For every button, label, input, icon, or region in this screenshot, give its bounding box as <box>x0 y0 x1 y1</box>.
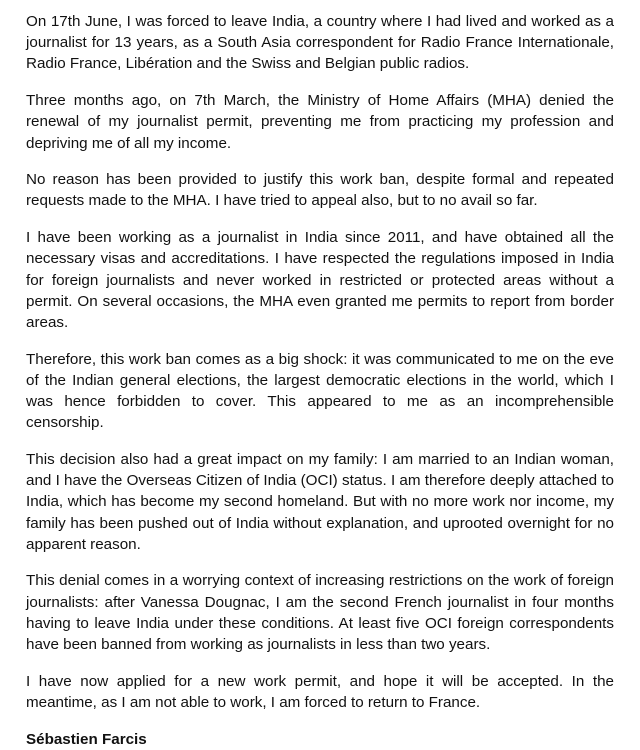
paragraph-no-reason: No reason has been provided to justify this work ban, despite formal and repeated requests made to the MHA. I have tried to appeal also, but to no avail so far. <box>26 171 614 210</box>
paragraph-departure: On 17th June, I was forced to leave India, a country where I had lived and worked as a journalist for 13 years, as a South Asia correspondent for Radio France Internationale, Radio France, Libération and the Swiss and Belgian public radios. <box>26 13 614 73</box>
signature: Sébastien Farcis <box>26 730 147 748</box>
letter-document <box>26 11 614 750</box>
paragraph-family-impact: This decision also had a great impact on my family: I am married to an Indian woman, and I have the Overseas Citizen of India (OCI) status. I am therefore deeply attached to India, which has become my second homeland. But with no more work nor income, my family has been pushed out of India without explanation, and uprooted overnight for no apparent reason. <box>26 450 614 553</box>
paragraph-permit-denial: Three months ago, on 7th March, the Ministry of Home Affairs (MHA) denied the renewal of my journalist permit, preventing me from practicing my profession and depriving me of all my income. <box>26 92 614 152</box>
paragraph-shock: Therefore, this work ban comes as a big shock: it was communicated to me on the eve of the Indian general elections, the largest democratic elections in the world, which I was hence forbidden to cover. This appeared to me as an incomprehensible censorship. <box>26 350 614 432</box>
paragraph-context: This denial comes in a worrying context of increasing restrictions on the work of foreign journalists: after Vanessa Dougnac, I am the second French journalist in four months having to leave India under these conditions. At least five OCI foreign correspondents have been banned from working as journalists in less than two years. <box>26 572 614 654</box>
paragraph-work-history: I have been working as a journalist in India since 2011, and have obtained all the necessary visas and accreditations. I have respected the regulations imposed in India for foreign journalists and never worked in restricted or protected areas without a permit. On several occasions, the MHA even granted me permits to report from border areas. <box>26 229 614 331</box>
paragraph-new-permit: I have now applied for a new work permit, and hope it will be accepted. In the meantime, as I am not able to work, I am forced to return to France. <box>26 672 614 711</box>
